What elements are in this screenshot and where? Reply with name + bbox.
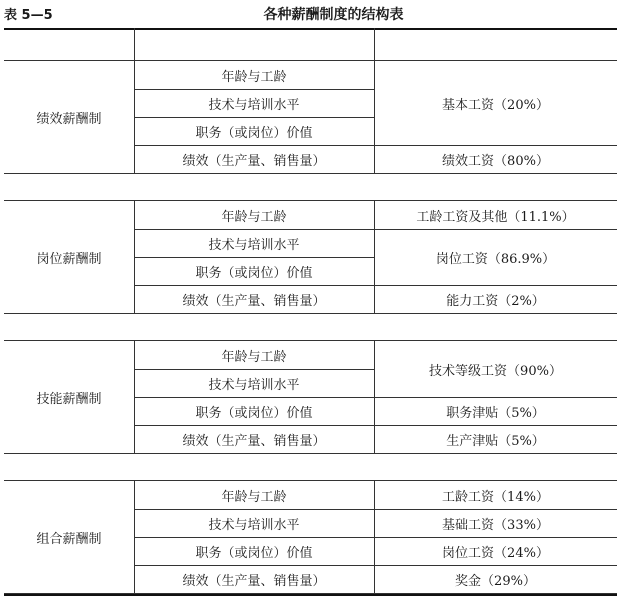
factor-cell: 职务（或岗位）价值 — [195, 405, 313, 421]
wage-component-cell: 生产津贴（5%） — [446, 433, 545, 449]
salary-system-name: 组合薪酬制 — [36, 531, 102, 547]
factor-cell: 年龄与工龄 — [221, 489, 287, 505]
table-title: 各种薪酬制度的结构表 — [263, 7, 404, 23]
factor-cell: 技术与培训水平 — [208, 237, 300, 253]
wage-component-cell: 基本工资（20%） — [442, 97, 549, 113]
wage-component-cell: 职务津贴（5%） — [446, 405, 545, 421]
salary-system-block — [4, 60, 617, 174]
salary-structure-table — [4, 28, 617, 596]
column-divider — [374, 28, 375, 60]
factor-cell: 职务（或岗位）价值 — [195, 265, 313, 281]
table-header-row — [4, 28, 617, 60]
table-bottom-rule — [4, 594, 617, 596]
wage-component-cell: 基础工资（33%） — [442, 517, 549, 533]
factor-cell: 技术与培训水平 — [208, 517, 300, 533]
table-number: 表 5—5 — [4, 8, 53, 23]
factor-cell: 绩效（生产量、销售量） — [182, 433, 326, 449]
wage-component-cell: 能力工资（2%） — [446, 293, 545, 309]
factor-cell: 绩效（生产量、销售量） — [182, 293, 326, 309]
factor-cell: 年龄与工龄 — [221, 349, 287, 365]
wage-component-cell: 技术等级工资（90%） — [429, 363, 562, 379]
wage-component-cell: 工龄工资（14%） — [442, 489, 549, 505]
salary-system-name: 绩效薪酬制 — [36, 111, 102, 127]
factor-cell: 技术与培训水平 — [208, 377, 300, 393]
factor-cell: 技术与培训水平 — [208, 97, 300, 113]
wage-component-cell: 奖金（29%） — [455, 573, 536, 589]
salary-system-name: 岗位薪酬制 — [36, 251, 102, 267]
factor-cell: 绩效（生产量、销售量） — [182, 153, 326, 169]
wage-component-cell: 岗位工资（24%） — [442, 545, 549, 561]
salary-system-block — [4, 480, 617, 594]
factor-cell: 年龄与工龄 — [221, 209, 287, 225]
factor-cell: 职务（或岗位）价值 — [195, 125, 313, 141]
table-caption — [0, 0, 627, 24]
salary-system-block — [4, 200, 617, 314]
factor-cell: 绩效（生产量、销售量） — [182, 573, 326, 589]
wage-component-cell: 岗位工资（86.9%） — [435, 251, 556, 267]
wage-component-cell: 绩效工资（80%） — [442, 153, 549, 169]
salary-system-block — [4, 340, 617, 454]
wage-component-cell: 工龄工资及其他（11.1%） — [416, 209, 575, 225]
column-divider — [134, 28, 135, 60]
factor-cell: 职务（或岗位）价值 — [195, 545, 313, 561]
factor-cell: 年龄与工龄 — [221, 69, 287, 85]
salary-system-name: 技能薪酬制 — [36, 391, 102, 407]
